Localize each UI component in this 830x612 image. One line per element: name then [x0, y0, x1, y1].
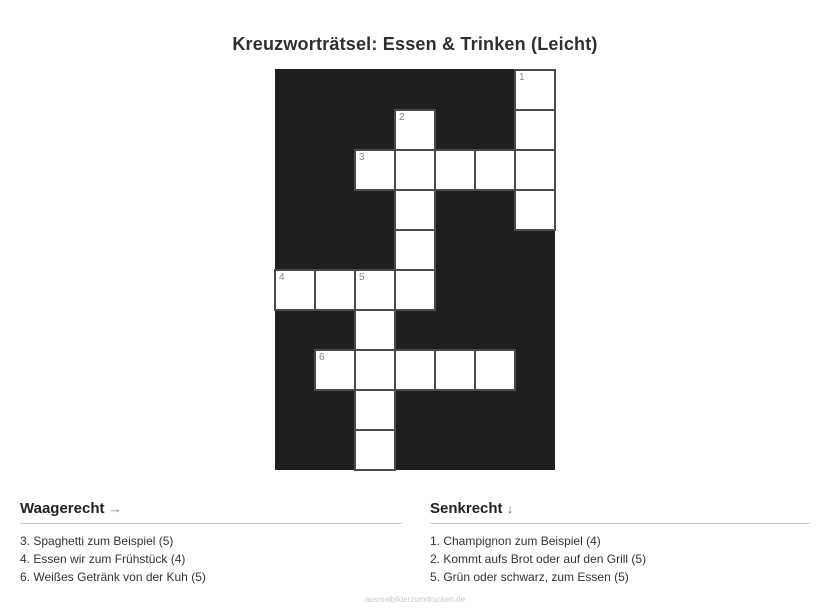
- grid-cell[interactable]: [394, 149, 436, 191]
- clue-item: 3. Spaghetti zum Beispiel (5): [20, 534, 174, 548]
- grid-cell[interactable]: [394, 349, 436, 391]
- grid-cell[interactable]: [514, 189, 556, 231]
- cell-number: 2: [399, 112, 405, 123]
- grid-cell[interactable]: [394, 189, 436, 231]
- grid-cell[interactable]: [354, 429, 396, 471]
- grid-cell[interactable]: [514, 109, 556, 151]
- clue-item: 4. Essen wir zum Frühstück (4): [20, 552, 186, 566]
- grid-cell-6[interactable]: [314, 349, 356, 391]
- site-footer: ausmalbilderzumdrucken.de: [364, 595, 466, 604]
- across-clue-list: [20, 532, 402, 586]
- clue-item: 1. Champignon zum Beispiel (4): [430, 534, 601, 548]
- down-arrow-icon: ↓: [506, 501, 514, 516]
- cell-number: 5: [359, 272, 365, 283]
- across-heading: [20, 500, 402, 524]
- clue-item: 6. Weißes Getränk von der Kuh (5): [20, 570, 206, 584]
- grid-cell-5[interactable]: [354, 269, 396, 311]
- cell-number: 4: [279, 272, 285, 283]
- grid-cell[interactable]: [434, 349, 476, 391]
- right-arrow-icon: →: [108, 501, 122, 516]
- down-heading-label: Senkrecht: [430, 500, 503, 517]
- grid-cell[interactable]: [394, 269, 436, 311]
- cell-number: 1: [519, 72, 525, 83]
- down-heading: [430, 500, 810, 524]
- page-title: Kreuzworträtsel: Essen & Trinken (Leicht): [232, 34, 598, 55]
- grid-cell-4[interactable]: [274, 269, 316, 311]
- grid-cell[interactable]: [354, 309, 396, 351]
- grid-cell[interactable]: [474, 349, 516, 391]
- clue-item: 5. Grün oder schwarz, zum Essen (5): [430, 570, 629, 584]
- down-clues-section: [430, 500, 810, 586]
- grid-cell[interactable]: [514, 149, 556, 191]
- grid-cell-3[interactable]: [354, 149, 396, 191]
- cell-number: 3: [359, 152, 365, 163]
- clue-item: 2. Kommt aufs Brot oder auf den Grill (5): [430, 552, 647, 566]
- grid-cell[interactable]: [434, 149, 476, 191]
- down-clue-list: [430, 532, 810, 586]
- cell-number: 6: [319, 352, 325, 363]
- across-heading-label: Waagerecht: [20, 500, 105, 517]
- grid-cell[interactable]: [314, 269, 356, 311]
- grid-cell[interactable]: [474, 149, 516, 191]
- grid-cell[interactable]: [354, 389, 396, 431]
- grid-cell-2[interactable]: [394, 109, 436, 151]
- grid-cell[interactable]: [394, 229, 436, 271]
- crossword-grid: [275, 69, 555, 470]
- grid-cell-1[interactable]: [514, 69, 556, 111]
- grid-cell[interactable]: [354, 349, 396, 391]
- across-clues-section: [20, 500, 402, 586]
